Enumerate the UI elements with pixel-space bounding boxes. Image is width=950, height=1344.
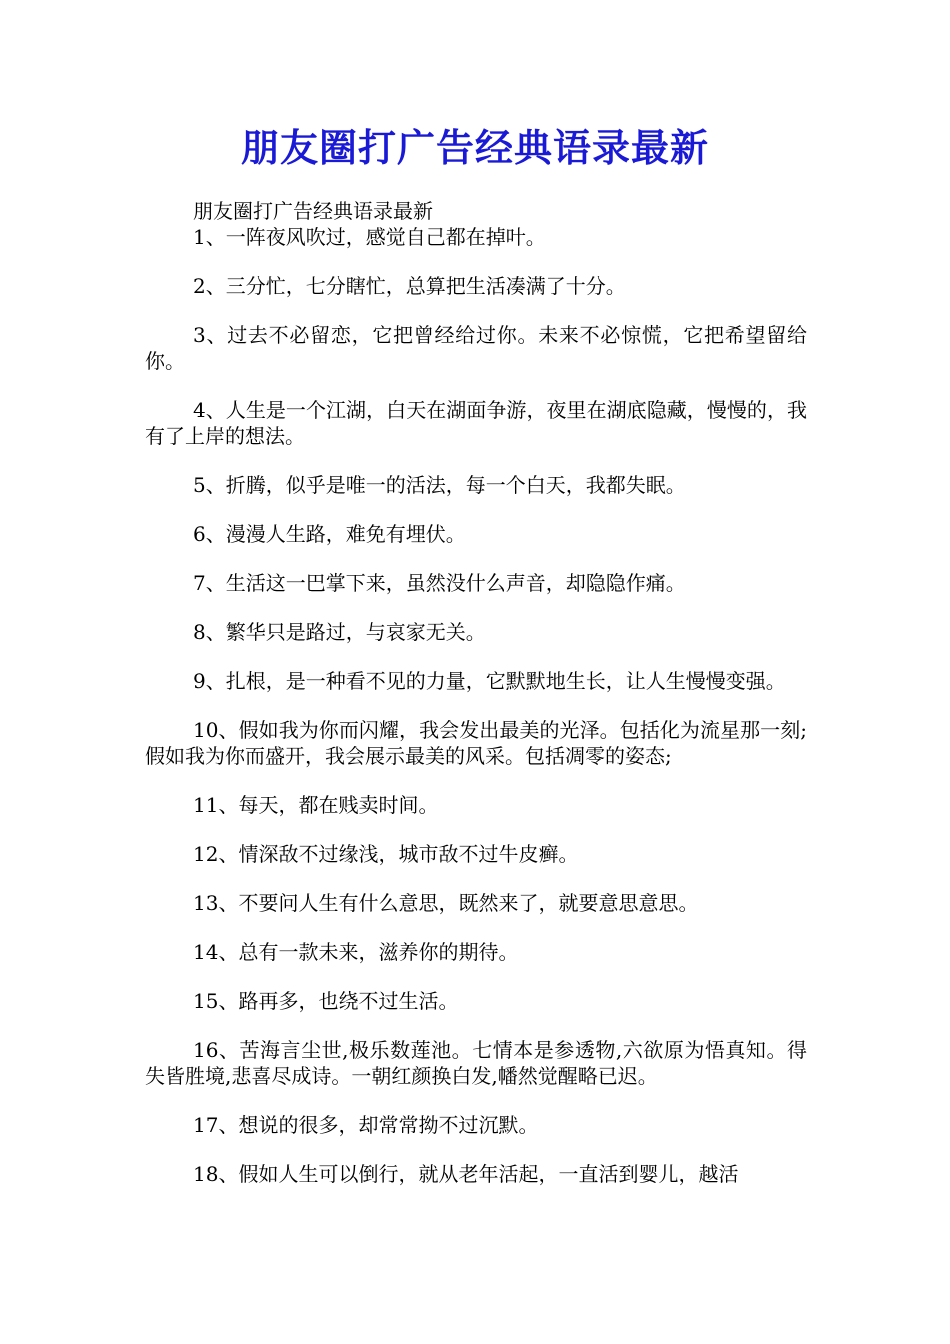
quote-paragraph-11: 11、每天，都在贱卖时间。: [193, 793, 439, 817]
quote-paragraph-14: 14、总有一款未来，滋养你的期待。: [193, 940, 519, 964]
quote-paragraph-12: 12、情深敌不过缘浅，城市敌不过牛皮癣。: [193, 842, 579, 866]
quote-paragraph-15: 15、路再多，也绕不过生活。: [193, 989, 459, 1013]
quote-paragraph-16: 16、苦海言尘世,极乐数莲池。七情本是参透物,六欲原为悟真知。得失皆胜境,悲喜尽成诗。一朝红颜换白发,幡然觉醒略已迟。: [145, 1038, 807, 1088]
quote-paragraph-2: 2、三分忙，七分瞎忙，总算把生活凑满了十分。: [193, 274, 626, 298]
quote-paragraph-9: 9、扎根，是一种看不见的力量，它默默地生长，让人生慢慢变强。: [193, 669, 786, 693]
quote-paragraph-17: 17、想说的很多，却常常拗不过沉默。: [193, 1113, 539, 1137]
quote-paragraph-7: 7、生活这一巴掌下来，虽然没什么声音，却隐隐作痛。: [193, 571, 686, 595]
document-body: [145, 198, 807, 1187]
quote-paragraph-3: 3、过去不必留恋，它把曾经给过你。未来不必惊慌，它把希望留给你。: [145, 323, 807, 373]
quote-paragraph-4: 4、人生是一个江湖，白天在湖面争游，夜里在湖底隐藏，慢慢的，我有了上岸的想法。: [145, 398, 807, 448]
quote-paragraph-6: 6、漫漫人生路，难免有埋伏。: [193, 522, 466, 546]
quote-paragraph-18: 18、假如人生可以倒行，就从老年活起，一直活到婴儿，越活: [193, 1162, 739, 1186]
quote-paragraph-13: 13、不要问人生有什么意思，既然来了，就要意思意思。: [193, 891, 699, 915]
quote-paragraph-5: 5、折腾，似乎是唯一的活法，每一个白天，我都失眠。: [193, 473, 686, 497]
quote-paragraph-1: 1、一阵夜风吹过，感觉自己都在掉叶。: [193, 225, 546, 249]
document-subtitle: 朋友圈打广告经典语录最新: [193, 199, 433, 223]
quote-paragraph-10: 10、假如我为你而闪耀，我会发出最美的光泽。包括化为流星那一刻;假如我为你而盛开，我会展示最美的风采。包括凋零的姿态;: [145, 718, 807, 768]
document-title: 朋友圈打广告经典语录最新: [240, 125, 709, 170]
quote-paragraph-8: 8、繁华只是路过，与哀家无关。: [193, 620, 486, 644]
